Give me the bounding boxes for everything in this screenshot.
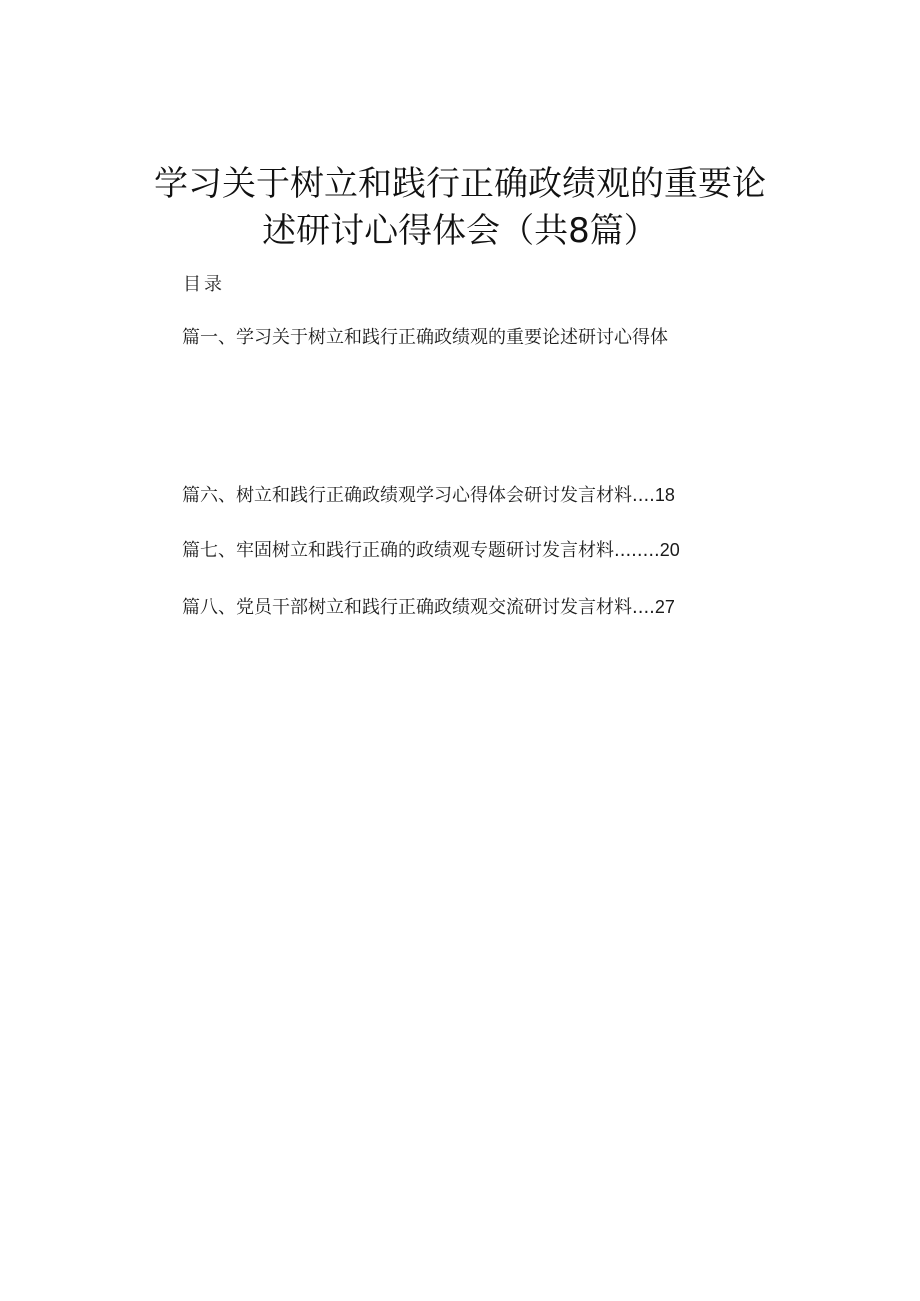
toc-item-label: 篇八、党员干部树立和践行正确政绩观交流研讨发言材料.... (182, 597, 655, 618)
toc-item-7[interactable] (182, 538, 680, 563)
title-line-1: 学习关于树立和践行正确政绩观的重要论 (154, 163, 766, 204)
toc-item-label: 篇六、树立和践行正确政绩观学习心得体会研讨发言材料.... (182, 485, 655, 506)
toc-item-page: 18 (654, 485, 675, 505)
toc-heading: 目录 (183, 274, 225, 295)
toc-item-label: 篇一、学习关于树立和践行正确政绩观的重要论述研讨心得体 (182, 327, 668, 348)
document-title (100, 161, 820, 255)
toc-item-page: 27 (654, 597, 675, 617)
toc-item-8[interactable] (182, 595, 675, 620)
toc-item-1[interactable] (182, 325, 668, 350)
toc-item-page: 20 (659, 540, 680, 560)
toc-item-label: 篇七、牢固树立和践行正确的政绩观专题研讨发言材料........ (182, 540, 660, 561)
title-line-2: 述研讨心得体会（共8篇） (262, 210, 658, 251)
toc-item-6[interactable] (182, 483, 675, 508)
